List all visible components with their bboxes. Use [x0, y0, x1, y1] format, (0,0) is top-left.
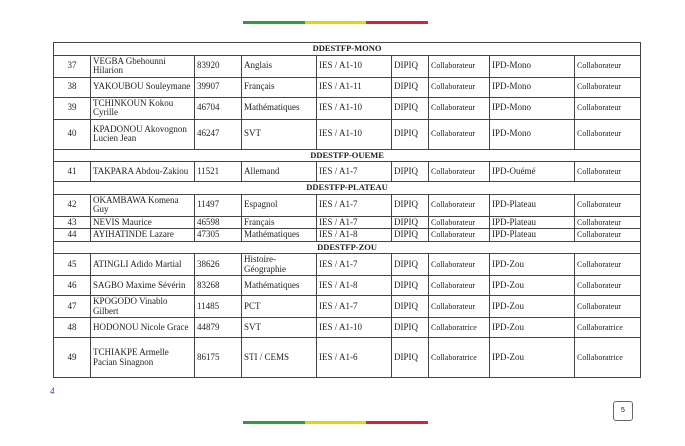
row-number-cell: 39: [54, 97, 91, 119]
direction-cell: IPD-Plateau: [490, 194, 575, 216]
flag-green: [243, 421, 305, 424]
row-number-cell: 49: [54, 338, 91, 378]
subject-cell: STI / CEMS: [242, 338, 317, 378]
role-secondary-cell: Collaborateur: [575, 194, 641, 216]
direction-cell: IPD-Zou: [490, 254, 575, 276]
person-name-cell: YAKOUBOU Souleymane: [91, 77, 195, 97]
role-cell: Collaboratrice: [429, 318, 490, 338]
role-secondary-cell: Collaborateur: [575, 55, 641, 77]
grade-cell: IES / A1-10: [317, 119, 392, 149]
subject-cell: Histoire-Géographie: [242, 254, 317, 276]
table-row: [54, 119, 641, 149]
staff-id-cell: 47305: [195, 229, 242, 242]
table-row: [54, 77, 641, 97]
role-cell: Collaborateur: [429, 216, 490, 229]
direction-cell: IPD-Plateau: [490, 229, 575, 242]
subject-cell: Mathématiques: [242, 276, 317, 296]
person-name-cell: TAKPARA Abdou-Zakiou: [91, 162, 195, 182]
role-cell: Collaborateur: [429, 162, 490, 182]
role-cell: Collaborateur: [429, 229, 490, 242]
flag-yellow: [305, 421, 367, 424]
grade-cell: IES / A1-7: [317, 162, 392, 182]
staff-id-cell: 46704: [195, 97, 242, 119]
section-title: DDESTFP-OUEME: [54, 149, 641, 162]
flag-stripe-bottom: [243, 421, 428, 424]
section-header-row: [54, 149, 641, 162]
subject-cell: PCT: [242, 296, 317, 318]
grade-cell: IES / A1-6: [317, 338, 392, 378]
row-number-cell: 46: [54, 276, 91, 296]
row-number-cell: 40: [54, 119, 91, 149]
section-title: DDESTFP-ZOU: [54, 241, 641, 254]
grade-cell: IES / A1-7: [317, 296, 392, 318]
direction-cell: IPD-Mono: [490, 55, 575, 77]
grade-cell: IES / A1-8: [317, 276, 392, 296]
subject-cell: Français: [242, 216, 317, 229]
staff-id-cell: 38626: [195, 254, 242, 276]
organization-cell: DIPIQ: [392, 97, 429, 119]
organization-cell: DIPIQ: [392, 254, 429, 276]
role-secondary-cell: Collaborateur: [575, 229, 641, 242]
staff-id-cell: 83920: [195, 55, 242, 77]
table-row: [54, 338, 641, 378]
organization-cell: DIPIQ: [392, 194, 429, 216]
table-row: [54, 162, 641, 182]
grade-cell: IES / A1-7: [317, 194, 392, 216]
direction-cell: IPD-Mono: [490, 77, 575, 97]
organization-cell: DIPIQ: [392, 229, 429, 242]
role-secondary-cell: Collaborateur: [575, 77, 641, 97]
role-cell: Collaborateur: [429, 55, 490, 77]
subject-cell: Espagnol: [242, 194, 317, 216]
role-cell: Collaborateur: [429, 77, 490, 97]
role-secondary-cell: Collaborateur: [575, 119, 641, 149]
row-number-cell: 42: [54, 194, 91, 216]
direction-cell: IPD-Zou: [490, 338, 575, 378]
subject-cell: Mathématiques: [242, 229, 317, 242]
person-name-cell: ATINGLI Adido Martial: [91, 254, 195, 276]
section-title: DDESTFP-MONO: [54, 43, 641, 56]
grade-cell: IES / A1-10: [317, 97, 392, 119]
organization-cell: DIPIQ: [392, 216, 429, 229]
subject-cell: Anglais: [242, 55, 317, 77]
row-number-cell: 43: [54, 216, 91, 229]
subject-cell: Français: [242, 77, 317, 97]
grade-cell: IES / A1-10: [317, 318, 392, 338]
table-row: [54, 229, 641, 242]
staff-id-cell: 11497: [195, 194, 242, 216]
grade-cell: IES / A1-7: [317, 254, 392, 276]
person-name-cell: SAGBO Maxime Sévérin: [91, 276, 195, 296]
subject-cell: Mathématiques: [242, 97, 317, 119]
row-number-cell: 47: [54, 296, 91, 318]
subject-cell: SVT: [242, 119, 317, 149]
organization-cell: DIPIQ: [392, 119, 429, 149]
person-name-cell: NEVIS Maurice: [91, 216, 195, 229]
organization-cell: DIPIQ: [392, 318, 429, 338]
grade-cell: IES / A1-10: [317, 55, 392, 77]
role-cell: Collaborateur: [429, 97, 490, 119]
person-name-cell: KPOGODO Vinablo Gilbert: [91, 296, 195, 318]
flag-yellow: [305, 21, 367, 24]
role-secondary-cell: Collaboratrice: [575, 318, 641, 338]
role-cell: Collaborateur: [429, 194, 490, 216]
role-secondary-cell: Collaborateur: [575, 296, 641, 318]
person-name-cell: VEGBA Gbehounni Hilarion: [91, 55, 195, 77]
flag-red: [366, 21, 428, 24]
subject-cell: SVT: [242, 318, 317, 338]
section-title: DDESTFP-PLATEAU: [54, 182, 641, 195]
direction-cell: IPD-Plateau: [490, 216, 575, 229]
table-row: [54, 318, 641, 338]
role-secondary-cell: Collaborateur: [575, 254, 641, 276]
row-number-cell: 45: [54, 254, 91, 276]
organization-cell: DIPIQ: [392, 55, 429, 77]
role-secondary-cell: Collaboratrice: [575, 338, 641, 378]
staff-id-cell: 44879: [195, 318, 242, 338]
person-name-cell: AYIHATINDE Lazare: [91, 229, 195, 242]
grade-cell: IES / A1-8: [317, 229, 392, 242]
person-name-cell: TCHIAKPE Armelle Pacian Sinagnon: [91, 338, 195, 378]
organization-cell: DIPIQ: [392, 296, 429, 318]
staff-id-cell: 11521: [195, 162, 242, 182]
handwritten-mark: 4: [50, 386, 55, 396]
section-header-row: [54, 43, 641, 56]
staff-id-cell: 86175: [195, 338, 242, 378]
flag-red: [366, 421, 428, 424]
person-name-cell: HODONOU Nicole Grace: [91, 318, 195, 338]
row-number-cell: 44: [54, 229, 91, 242]
role-secondary-cell: Collaborateur: [575, 276, 641, 296]
grade-cell: IES / A1-11: [317, 77, 392, 97]
grade-cell: IES / A1-7: [317, 216, 392, 229]
staff-id-cell: 46247: [195, 119, 242, 149]
person-name-cell: OKAMBAWA Komena Guy: [91, 194, 195, 216]
direction-cell: IPD-Mono: [490, 119, 575, 149]
row-number-cell: 37: [54, 55, 91, 77]
person-name-cell: KPADONOU Akovognon Lucien Jean: [91, 119, 195, 149]
role-cell: Collaborateur: [429, 296, 490, 318]
section-header-row: [54, 241, 641, 254]
role-cell: Collaborateur: [429, 254, 490, 276]
page-number: 5: [613, 401, 633, 421]
row-number-cell: 48: [54, 318, 91, 338]
staff-id-cell: 39907: [195, 77, 242, 97]
table-row: [54, 276, 641, 296]
person-name-cell: TCHINKOUN Kokou Cyrille: [91, 97, 195, 119]
direction-cell: IPD-Zou: [490, 296, 575, 318]
organization-cell: DIPIQ: [392, 276, 429, 296]
staff-id-cell: 83268: [195, 276, 242, 296]
role-secondary-cell: Collaborateur: [575, 97, 641, 119]
direction-cell: IPD-Ouémé: [490, 162, 575, 182]
staff-id-cell: 11485: [195, 296, 242, 318]
role-cell: Collaborateur: [429, 119, 490, 149]
table-row: [54, 194, 641, 216]
section-header-row: [54, 182, 641, 195]
table-row: [54, 254, 641, 276]
staff-id-cell: 46598: [195, 216, 242, 229]
direction-cell: IPD-Mono: [490, 97, 575, 119]
table-row: [54, 296, 641, 318]
organization-cell: DIPIQ: [392, 77, 429, 97]
row-number-cell: 38: [54, 77, 91, 97]
flag-green: [243, 21, 305, 24]
table-body: [54, 43, 641, 378]
role-cell: Collaborateur: [429, 276, 490, 296]
staff-table: [53, 42, 641, 378]
direction-cell: IPD-Zou: [490, 276, 575, 296]
table-row: [54, 55, 641, 77]
role-secondary-cell: Collaborateur: [575, 216, 641, 229]
table-row: [54, 97, 641, 119]
organization-cell: DIPIQ: [392, 162, 429, 182]
role-cell: Collaboratrice: [429, 338, 490, 378]
role-secondary-cell: Collaborateur: [575, 162, 641, 182]
organization-cell: DIPIQ: [392, 338, 429, 378]
table-row: [54, 216, 641, 229]
direction-cell: IPD-Zou: [490, 318, 575, 338]
row-number-cell: 41: [54, 162, 91, 182]
flag-stripe-top: [243, 21, 428, 24]
subject-cell: Allemand: [242, 162, 317, 182]
